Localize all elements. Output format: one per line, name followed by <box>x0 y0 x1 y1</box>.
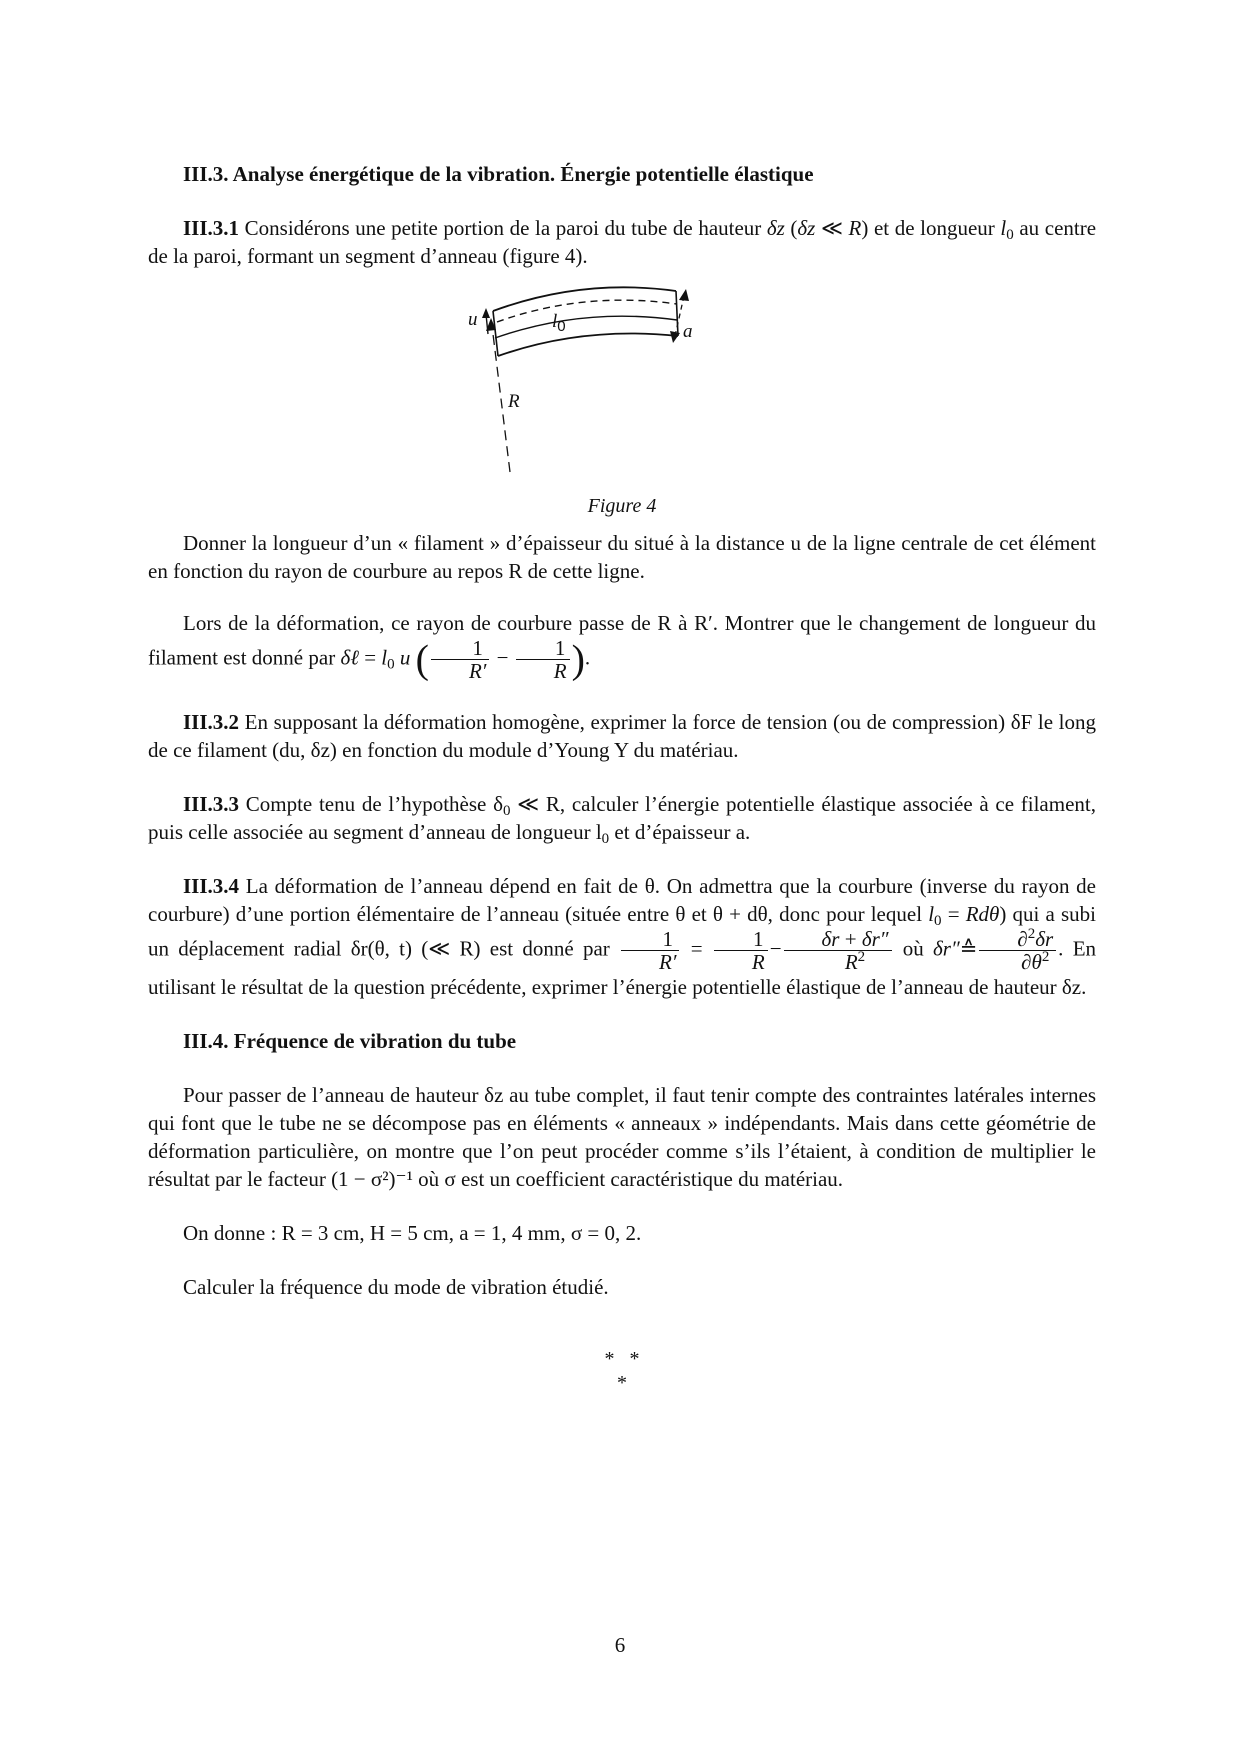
stars-bottom: * <box>617 1372 627 1394</box>
page-content <box>148 160 1096 1395</box>
question-iii34: III.3.4 La déformation de l’anneau dépend en fait de θ. On admettra que la courbure (inverse du rayon de courbure) d’une portion élémentaire de l’anneau (située entre θ et θ + dθ, donc pour lequel $l_0 = Rd\theta$) qui a subi un déplacement radial δr(θ, t) (≪ R) est donné par $\frac{1}{R'}$ = $\frac{1}{R}$ − $\frac{\delta r + \delta r''}{R^2}$ où δr″≙ $\frac{\partial^2\delta r}{\partial\theta^2}$ . En utilisant le résultat de la question précédente, exprimer l’énergie potentielle élastique de l’anneau de hauteur δz. <box>148 874 1097 999</box>
final-question: Calculer la fréquence du mode de vibration étudié. <box>183 1275 609 1299</box>
section-title-iii3: III.3. Analyse énergétique de la vibration. Énergie potentielle élastique <box>183 162 814 186</box>
question-label: III.3.4 <box>183 874 240 898</box>
question-label: III.3.2 <box>183 710 240 734</box>
question-iii33: III.3.3 Compte tenu de l’hypothèse $\delta_0$ ≪ R, calculer l’énergie potentielle élastique associée à ce filament, puis celle associée au segment d’anneau de longueur $l_0$ et d’épaisseur a. <box>148 792 1096 847</box>
ring-segment-diagram <box>148 274 1096 489</box>
figure-caption: Figure 4 <box>587 495 657 517</box>
question-iii31-part2: Donner la longueur d’un « filament » d’épaisseur du situé à la distance u de la ligne centrale de cet élément en fonction du rayon de courbure au repos R de cette ligne. <box>148 531 1096 583</box>
figure-4 <box>148 274 1096 529</box>
question-iii31: III.3.1 Considérons une petite portion de la paroi du tube de hauteur δz (δz ≪ R) et de longueur $l_0$ au centre de la paroi, formant un segment d’anneau (figure 4). <box>148 216 1097 268</box>
label-R: R <box>508 391 520 412</box>
question-label: III.3.1 <box>183 216 240 240</box>
section-iii4-text: Pour passer de l’anneau de hauteur δz au tube complet, il faut tenir compte des contraintes latérales internes qui font que le tube ne se décompose pas en éléments « anneaux » indépendants. Mais dans cette géométrie de déformation particulière, on montre que l’on peut procéder comme s’ils l’étaient, à condition de multiplier le résultat par le facteur (1 − σ²)⁻¹ où σ est un coefficient caractéristique du matériau. <box>148 1083 1096 1191</box>
page-number: 6 <box>614 1633 626 1657</box>
section-title-iii4: III.4. Fréquence de vibration du tube <box>183 1029 517 1053</box>
label-l0: $l_0$ <box>552 311 566 335</box>
question-iii32: III.3.2 En supposant la déformation homogène, exprimer la force de tension (ou de compression) δF le long de ce filament (du, δz) en fonction du module d’Young Y du matériau. <box>148 710 1096 762</box>
given-values: On donne : R = 3 cm, H = 5 cm, a = 1, 4 mm, σ = 0, 2. <box>183 1221 642 1245</box>
question-label: III.3.3 <box>183 792 240 816</box>
stars-top: * * <box>604 1348 640 1370</box>
question-iii31-part3: Lors de la déformation, ce rayon de courbure passe de R à R′. Montrer que le changement de longueur du filament est donné par δℓ = $l_0$ u ( $\frac{1}{R'}$ − $\frac{1}{R}$ ). <box>148 611 1096 683</box>
label-u: u <box>468 309 478 330</box>
label-a: a <box>683 321 693 342</box>
